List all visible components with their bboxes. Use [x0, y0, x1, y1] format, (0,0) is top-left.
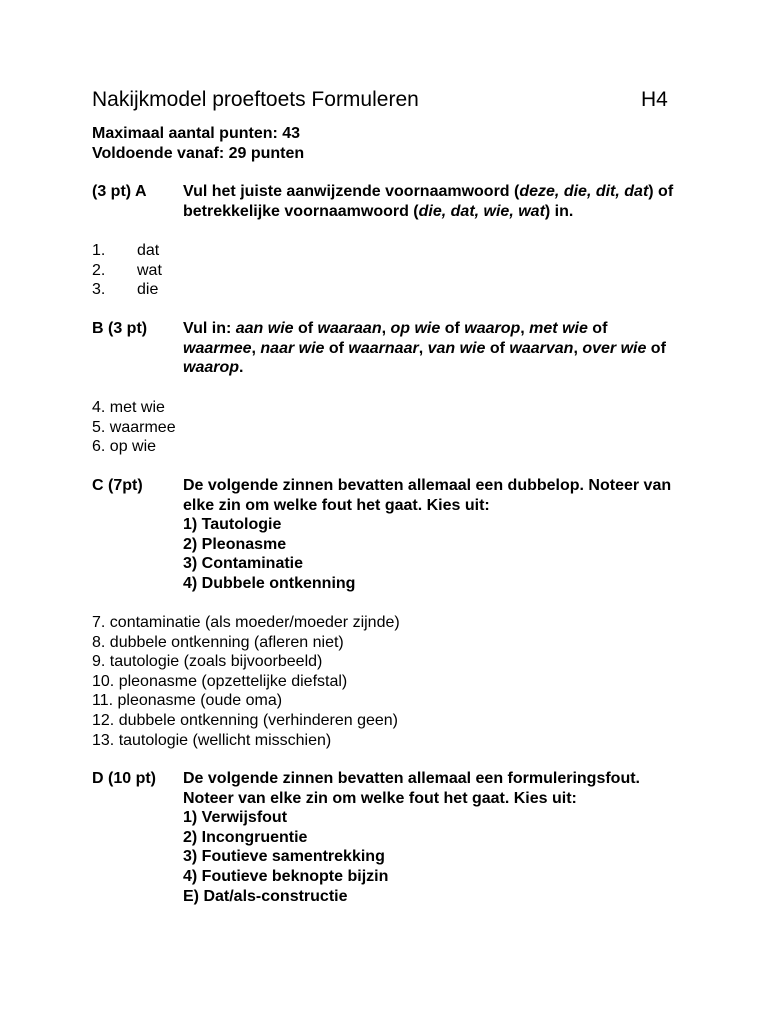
section-b-instr-part: of	[440, 320, 465, 337]
section-b-instr-part: of	[324, 339, 349, 357]
max-points: Maximaal aantal punten: 43	[92, 125, 301, 142]
item-number: 2.	[92, 261, 106, 279]
section-b	[92, 319, 682, 377]
section-b-instr-part: of	[587, 320, 608, 337]
list-item: 4. met wie	[92, 399, 165, 416]
section-a-instr-part: ) of betrekkelijke voornaamwoord (	[183, 183, 674, 220]
option-item: 2) Incongruentie	[183, 828, 308, 846]
section-b-instr-em: waarvan	[509, 339, 574, 357]
section-d-label: D (10 pt)	[92, 770, 156, 787]
section-b-instr-part: ,	[573, 339, 583, 357]
section-b-instr-em: op wie	[390, 320, 441, 337]
option-item: E) Dat/als-constructie	[183, 887, 348, 905]
section-b-instr-part: of	[293, 320, 318, 337]
option-item: 4) Foutieve beknopte bijzin	[183, 867, 389, 885]
option-item: 3) Foutieve samentrekking	[183, 848, 385, 866]
section-a-instr-em: deze, die, dit, dat	[519, 183, 649, 200]
section-b-instr-em: waarop	[464, 320, 521, 337]
section-b-instr-part: ,	[418, 339, 428, 357]
section-a-instruction	[183, 182, 683, 221]
section-b-instr-em: aan wie	[235, 320, 294, 337]
item-number: 1.	[92, 242, 106, 259]
item-value: die	[137, 281, 159, 299]
section-d-instruction-block	[183, 769, 668, 906]
list-item: 8. dubbele ontkenning (afleren niet)	[92, 633, 344, 651]
section-b-instr-em: met wie	[529, 320, 588, 337]
section-c-instruction: De volgende zinnen bevatten allemaal een dubbelop. Noteer van elke zin om welke fout het gaat. Kies uit:	[183, 477, 672, 514]
list-item: 5. waarmee	[92, 418, 176, 436]
list-item	[92, 280, 292, 300]
section-b-answers	[92, 398, 176, 457]
section-b-instr-part: ,	[520, 320, 530, 337]
section-a-label: (3 pt) A	[92, 183, 147, 200]
option-item: 1) Verwijsfout	[183, 809, 288, 827]
option-item: 4) Dubbele ontkenning	[183, 574, 356, 592]
section-b-instr-part: ,	[381, 320, 391, 337]
list-item: 10. pleonasme (opzettelijke diefstal)	[92, 672, 348, 690]
list-item: 7. contaminatie (als moeder/moeder zijnde)	[92, 614, 400, 631]
list-item: 12. dubbele ontkenning (verhinderen geen)	[92, 711, 399, 729]
section-a-answers	[92, 241, 292, 300]
points-info	[92, 124, 304, 163]
list-item	[92, 241, 292, 261]
option-item: 1) Tautologie	[183, 516, 282, 534]
section-b-instr-em: waarop	[183, 359, 240, 377]
list-item: 6. op wie	[92, 438, 157, 456]
section-b-instr-em: waarmee	[183, 339, 252, 357]
item-value: dat	[137, 242, 160, 259]
section-b-instr-em: waaraan	[317, 320, 382, 337]
list-item: 9. tautologie (zoals bijvoorbeeld)	[92, 653, 323, 671]
section-a-instr-part: ) in.	[544, 202, 574, 220]
section-b-instr-em: waarnaar	[348, 339, 419, 357]
section-b-instr-part: Vul in:	[183, 320, 236, 337]
section-b-instr-em: van wie	[427, 339, 486, 357]
section-b-label: B (3 pt)	[92, 320, 148, 337]
section-c-label: C (7pt)	[92, 477, 143, 494]
section-b-instr-part: .	[239, 359, 244, 377]
page-title: Nakijkmodel proeftoets Formuleren	[92, 88, 419, 111]
section-d	[92, 769, 682, 929]
section-b-instr-em: over wie	[582, 339, 647, 357]
list-item: 13. tautologie (wellicht misschien)	[92, 731, 332, 749]
section-a	[92, 182, 682, 240]
option-item: 3) Contaminatie	[183, 555, 304, 573]
header	[92, 87, 672, 113]
section-b-instr-part: of	[485, 339, 510, 357]
section-b-instruction	[183, 319, 683, 378]
section-a-instr-em: die, dat, wie, wat	[418, 202, 545, 220]
option-item: 2) Pleonasme	[183, 535, 287, 553]
section-a-instr-part: Vul het juiste aanwijzende voornaamwoord (	[183, 183, 520, 200]
section-b-instr-part: ,	[251, 339, 261, 357]
list-item	[92, 261, 292, 281]
section-b-instr-part: of	[646, 339, 666, 357]
section-b-instr-em: naar wie	[260, 339, 325, 357]
item-value: wat	[137, 261, 162, 279]
level-label: H4	[641, 88, 668, 111]
item-number: 3.	[92, 281, 106, 299]
list-item: 11. pleonasme (oude oma)	[92, 692, 283, 710]
section-c	[92, 476, 682, 594]
section-c-answers	[92, 613, 400, 750]
section-c-instruction-block	[183, 476, 683, 594]
pass-mark: Voldoende vanaf: 29 punten	[92, 144, 305, 162]
section-d-instruction: De volgende zinnen bevatten allemaal een formuleringsfout. Noteer van elke zin om welke fout het gaat. Kies uit:	[183, 770, 640, 807]
